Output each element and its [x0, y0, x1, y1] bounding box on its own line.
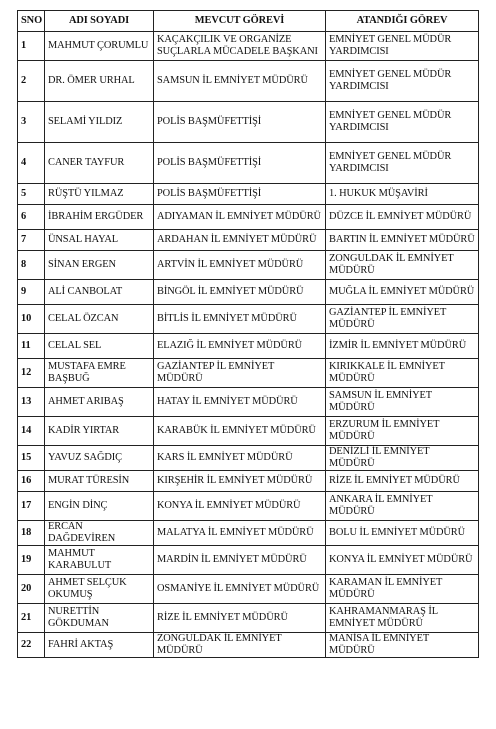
cell-current-position: KAÇAKÇILIK VE ORGANİZE SUÇLARLA MÜCADELE BAŞKANI — [154, 32, 326, 61]
cell-sno: 14 — [18, 417, 45, 446]
cell-current-position: ADIYAMAN İL EMNİYET MÜDÜRÜ — [154, 205, 326, 230]
table-row — [18, 417, 479, 446]
cell-sno: 20 — [18, 575, 45, 604]
cell-appointed-position: MANİSA İL EMNİYET MÜDÜRÜ — [326, 633, 479, 658]
header-sno: SNO — [18, 11, 45, 32]
cell-sno: 13 — [18, 388, 45, 417]
cell-appointed-position: ERZURUM İL EMNİYET MÜDÜRÜ — [326, 417, 479, 446]
table-row — [18, 230, 479, 251]
cell-sno: 19 — [18, 546, 45, 575]
table-row — [18, 184, 479, 205]
cell-current-position: BİNGÖL İL EMNİYET MÜDÜRÜ — [154, 280, 326, 305]
table-row — [18, 61, 479, 102]
cell-current-position: MALATYA İL EMNİYET MÜDÜRÜ — [154, 521, 326, 546]
cell-sno: 2 — [18, 61, 45, 102]
cell-sno: 3 — [18, 102, 45, 143]
header-name: ADI SOYADI — [45, 11, 154, 32]
cell-appointed-position: GAZİANTEP İL EMNİYET MÜDÜRÜ — [326, 305, 479, 334]
cell-name: ALİ CANBOLAT — [45, 280, 154, 305]
cell-current-position: KIRŞEHİR İL EMNİYET MÜDÜRÜ — [154, 471, 326, 492]
appointment-table — [17, 10, 479, 658]
table-row — [18, 633, 479, 658]
cell-name: MAHMUT ÇORUMLU — [45, 32, 154, 61]
cell-name: AHMET SELÇUK OKUMUŞ — [45, 575, 154, 604]
header-appointed-position: ATANDIĞI GÖREV — [326, 11, 479, 32]
cell-name: FAHRİ AKTAŞ — [45, 633, 154, 658]
table-row — [18, 305, 479, 334]
table-row — [18, 492, 479, 521]
table-row — [18, 143, 479, 184]
header-current-position: MEVCUT GÖREVİ — [154, 11, 326, 32]
cell-appointed-position: EMNİYET GENEL MÜDÜR YARDIMCISI — [326, 143, 479, 184]
cell-appointed-position: KARAMAN İL EMNİYET MÜDÜRÜ — [326, 575, 479, 604]
cell-appointed-position: EMNİYET GENEL MÜDÜR YARDIMCISI — [326, 61, 479, 102]
cell-appointed-position: KAHRAMANMARAŞ İL EMNİYET MÜDÜRÜ — [326, 604, 479, 633]
cell-current-position: RİZE İL EMNİYET MÜDÜRÜ — [154, 604, 326, 633]
cell-current-position: KARS İL EMNİYET MÜDÜRÜ — [154, 446, 326, 471]
cell-name: ÜNSAL HAYAL — [45, 230, 154, 251]
table-row — [18, 604, 479, 633]
cell-current-position: POLİS BAŞMÜFETTİŞİ — [154, 143, 326, 184]
cell-sno: 18 — [18, 521, 45, 546]
cell-appointed-position: RİZE İL EMNİYET MÜDÜRÜ — [326, 471, 479, 492]
cell-appointed-position: DÜZCE İL EMNİYET MÜDÜRÜ — [326, 205, 479, 230]
table-row — [18, 388, 479, 417]
cell-appointed-position: EMNİYET GENEL MÜDÜR YARDIMCISI — [326, 32, 479, 61]
cell-sno: 9 — [18, 280, 45, 305]
cell-current-position: ARDAHAN İL EMNİYET MÜDÜRÜ — [154, 230, 326, 251]
cell-current-position: ZONGULDAK İL EMNİYET MÜDÜRÜ — [154, 633, 326, 658]
cell-sno: 6 — [18, 205, 45, 230]
cell-name: DR. ÖMER URHAL — [45, 61, 154, 102]
cell-name: RÜŞTÜ YILMAZ — [45, 184, 154, 205]
table-row — [18, 575, 479, 604]
table-row — [18, 32, 479, 61]
cell-appointed-position: DENİZLİ İL EMNİYET MÜDÜRÜ — [326, 446, 479, 471]
cell-sno: 8 — [18, 251, 45, 280]
cell-appointed-position: ANKARA İL EMNİYET MÜDÜRÜ — [326, 492, 479, 521]
cell-current-position: OSMANİYE İL EMNİYET MÜDÜRÜ — [154, 575, 326, 604]
cell-name: YAVUZ SAĞDIÇ — [45, 446, 154, 471]
cell-appointed-position: İZMİR İL EMNİYET MÜDÜRÜ — [326, 334, 479, 359]
cell-appointed-position: SAMSUN İL EMNİYET MÜDÜRÜ — [326, 388, 479, 417]
cell-name: MUSTAFA EMRE BAŞBUĞ — [45, 359, 154, 388]
cell-current-position: ARTVİN İL EMNİYET MÜDÜRÜ — [154, 251, 326, 280]
cell-appointed-position: 1. HUKUK MÜŞAVİRİ — [326, 184, 479, 205]
cell-current-position: SAMSUN İL EMNİYET MÜDÜRÜ — [154, 61, 326, 102]
cell-sno: 11 — [18, 334, 45, 359]
table-row — [18, 471, 479, 492]
appointment-list-document — [17, 10, 478, 658]
cell-current-position: HATAY İL EMNİYET MÜDÜRÜ — [154, 388, 326, 417]
table-row — [18, 102, 479, 143]
cell-name: CELAL SEL — [45, 334, 154, 359]
cell-name: MURAT TÜRESİN — [45, 471, 154, 492]
cell-name: KADİR YIRTAR — [45, 417, 154, 446]
table-row — [18, 546, 479, 575]
cell-name: NURETTİN GÖKDUMAN — [45, 604, 154, 633]
cell-sno: 17 — [18, 492, 45, 521]
cell-current-position: KARABÜK İL EMNİYET MÜDÜRÜ — [154, 417, 326, 446]
table-header-row — [18, 11, 479, 32]
cell-sno: 10 — [18, 305, 45, 334]
cell-current-position: POLİS BAŞMÜFETTİŞİ — [154, 102, 326, 143]
table-row — [18, 205, 479, 230]
cell-name: MAHMUT KARABULUT — [45, 546, 154, 575]
cell-current-position: KONYA İL EMNİYET MÜDÜRÜ — [154, 492, 326, 521]
cell-appointed-position: MUĞLA İL EMNİYET MÜDÜRÜ — [326, 280, 479, 305]
cell-appointed-position: ZONGULDAK İL EMNİYET MÜDÜRÜ — [326, 251, 479, 280]
cell-sno: 1 — [18, 32, 45, 61]
cell-name: İBRAHİM ERGÜDER — [45, 205, 154, 230]
cell-sno: 22 — [18, 633, 45, 658]
cell-name: ERCAN DAĞDEVİREN — [45, 521, 154, 546]
table-row — [18, 334, 479, 359]
cell-current-position: GAZİANTEP İL EMNİYET MÜDÜRÜ — [154, 359, 326, 388]
cell-sno: 21 — [18, 604, 45, 633]
cell-name: CELAL ÖZCAN — [45, 305, 154, 334]
cell-sno: 4 — [18, 143, 45, 184]
cell-sno: 16 — [18, 471, 45, 492]
cell-current-position: ELAZIĞ İL EMNİYET MÜDÜRÜ — [154, 334, 326, 359]
cell-name: CANER TAYFUR — [45, 143, 154, 184]
cell-current-position: MARDİN İL EMNİYET MÜDÜRÜ — [154, 546, 326, 575]
cell-sno: 7 — [18, 230, 45, 251]
cell-sno: 15 — [18, 446, 45, 471]
cell-name: ENGİN DİNÇ — [45, 492, 154, 521]
cell-sno: 5 — [18, 184, 45, 205]
cell-appointed-position: BOLU İL EMNİYET MÜDÜRÜ — [326, 521, 479, 546]
cell-sno: 12 — [18, 359, 45, 388]
table-row — [18, 359, 479, 388]
table-row — [18, 446, 479, 471]
cell-name: SİNAN ERGEN — [45, 251, 154, 280]
cell-current-position: BİTLİS İL EMNİYET MÜDÜRÜ — [154, 305, 326, 334]
table-row — [18, 251, 479, 280]
cell-current-position: POLİS BAŞMÜFETTİŞİ — [154, 184, 326, 205]
cell-name: AHMET ARIBAŞ — [45, 388, 154, 417]
table-row — [18, 280, 479, 305]
table-row — [18, 521, 479, 546]
cell-appointed-position: KONYA İL EMNİYET MÜDÜRÜ — [326, 546, 479, 575]
cell-appointed-position: KIRIKKALE İL EMNİYET MÜDÜRÜ — [326, 359, 479, 388]
cell-appointed-position: BARTIN İL EMNİYET MÜDÜRÜ — [326, 230, 479, 251]
cell-appointed-position: EMNİYET GENEL MÜDÜR YARDIMCISI — [326, 102, 479, 143]
cell-name: SELAMİ YILDIZ — [45, 102, 154, 143]
